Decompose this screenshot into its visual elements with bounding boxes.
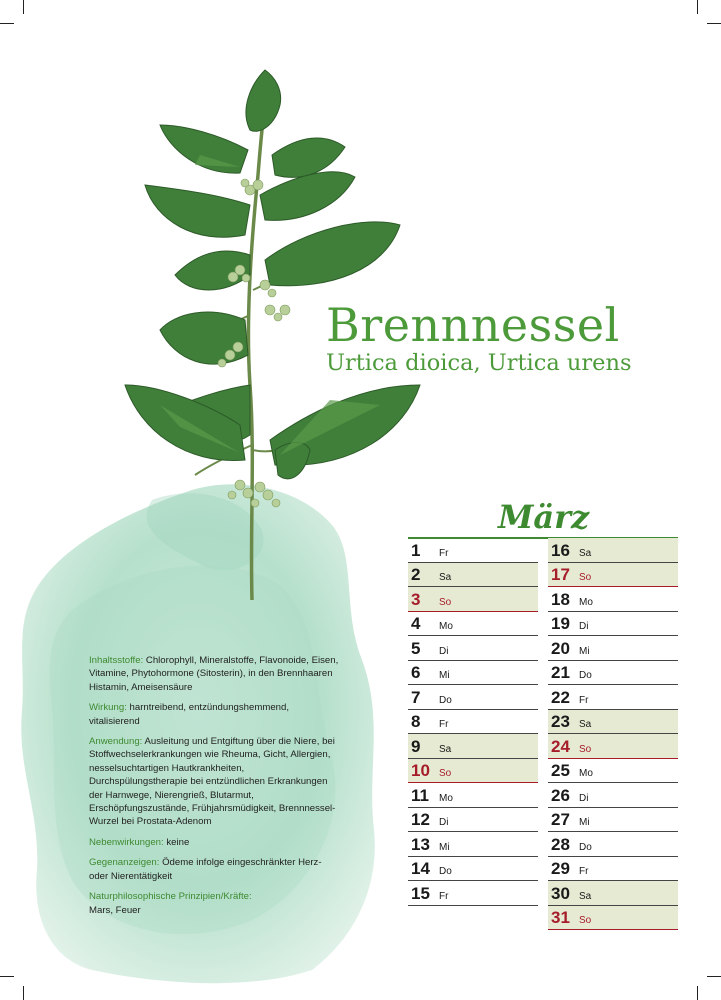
day-weekday: So — [579, 743, 592, 755]
day-number: 21 — [551, 663, 570, 682]
day-number: 23 — [551, 712, 570, 731]
info-label: Anwendung: — [89, 736, 143, 748]
info-label: Nebenwirkungen: — [89, 836, 164, 848]
calendar-day — [408, 563, 538, 588]
crop-mark-bottom-right-h — [707, 976, 721, 977]
calendar-day — [408, 734, 538, 759]
plant-info — [89, 654, 339, 924]
crop-mark-top-right-h — [707, 23, 721, 24]
calendar-day — [548, 636, 678, 661]
day-weekday: Mi — [439, 670, 450, 681]
day-weekday: Di — [439, 817, 449, 828]
day-weekday: Sa — [579, 719, 592, 730]
calendar-day — [408, 881, 538, 906]
calendar-day — [408, 587, 538, 612]
calendar-day — [408, 636, 538, 661]
calendar-day — [548, 832, 678, 857]
day-weekday: Sa — [439, 572, 452, 583]
day-number: 20 — [551, 638, 570, 658]
day-number: 24 — [551, 736, 570, 756]
day-number: 3 — [411, 589, 421, 609]
calendar-day — [408, 710, 538, 735]
day-number: 14 — [411, 859, 430, 878]
day-weekday: Di — [439, 645, 449, 657]
day-weekday: So — [579, 915, 592, 926]
day-weekday: Do — [579, 670, 592, 681]
calendar-day — [548, 612, 678, 637]
info-label: Inhaltsstoffe: — [89, 655, 144, 666]
day-weekday: So — [579, 572, 592, 583]
info-text: Ödeme infolge eingeschränkter Herz- oder Nierentätigkeit — [89, 857, 322, 882]
day-weekday: Fr — [439, 719, 449, 730]
plant-title: Brennnessel — [326, 298, 620, 352]
day-weekday: Di — [579, 621, 589, 632]
day-number: 26 — [551, 785, 570, 805]
day-weekday: Mi — [579, 645, 590, 657]
calendar-day — [548, 685, 678, 710]
plant-latin-name: Urtica dioica, Urtica urens — [326, 350, 632, 376]
calendar-day — [408, 538, 538, 563]
calendar-day — [548, 808, 678, 833]
day-number: 6 — [411, 663, 421, 682]
day-weekday: Mo — [579, 596, 593, 608]
day-number: 28 — [551, 834, 570, 854]
info-text: keine — [166, 836, 190, 848]
calendar-day — [548, 661, 678, 686]
day-number: 12 — [411, 810, 430, 829]
info-anwendung — [89, 735, 339, 829]
day-number: 27 — [551, 810, 570, 829]
day-weekday: Fr — [439, 890, 449, 902]
day-number: 1 — [411, 540, 421, 560]
calendar-day — [408, 685, 538, 710]
calendar-column-right — [548, 538, 678, 930]
day-number: 5 — [411, 638, 421, 658]
info-label: Naturphilosophische Prinzipien/Kräfte: — [89, 891, 252, 903]
day-number: 8 — [411, 712, 421, 731]
calendar-day — [408, 612, 538, 637]
calendar-day — [548, 734, 678, 759]
day-number: 25 — [551, 761, 570, 780]
day-number: 10 — [411, 761, 430, 780]
day-weekday: So — [439, 768, 452, 779]
calendar-day — [408, 857, 538, 882]
info-label: Wirkung: — [89, 702, 127, 714]
calendar-day — [548, 587, 678, 612]
calendar-day — [408, 783, 538, 808]
day-weekday: Mo — [439, 792, 453, 804]
day-number: 29 — [551, 859, 570, 878]
calendar-day — [548, 783, 678, 808]
day-weekday: Sa — [579, 547, 592, 559]
day-number: 2 — [411, 565, 421, 584]
day-weekday: Mo — [439, 621, 453, 632]
day-number: 30 — [551, 883, 570, 903]
info-gegenanzeigen — [89, 856, 339, 883]
info-prinzipien — [89, 890, 339, 917]
crop-mark-top-left-v — [23, 0, 24, 14]
info-text: Chlorophyll, Mineralstoffe, Flavonoide, Eisen, Vitamine, Phytohormone (Sitosterin), in den Brennhaaren Histamin, Ameisensäure — [89, 655, 339, 693]
crop-mark-bottom-right-v — [697, 986, 698, 1000]
calendar-day — [408, 759, 538, 784]
calendar-day — [408, 832, 538, 857]
calendar-day — [548, 857, 678, 882]
day-weekday: Fr — [579, 694, 589, 706]
day-weekday: Mo — [579, 768, 593, 779]
day-weekday: Fr — [439, 547, 449, 559]
day-weekday: Do — [439, 694, 452, 706]
day-weekday: Mi — [579, 817, 590, 828]
day-number: 17 — [551, 565, 570, 584]
day-number: 22 — [551, 687, 570, 707]
info-text: harntreibend, entzündungshemmend, vitalisierend — [89, 702, 290, 727]
info-text: Mars, Feuer — [89, 904, 141, 916]
day-weekday: Sa — [579, 890, 592, 902]
day-number: 11 — [411, 785, 429, 805]
month-title: März — [498, 498, 590, 536]
info-wirkung — [89, 701, 339, 728]
day-weekday: So — [439, 596, 452, 608]
calendar-day — [548, 538, 678, 563]
day-weekday: Do — [439, 866, 452, 877]
day-number: 7 — [411, 687, 421, 707]
day-number: 19 — [551, 614, 570, 633]
info-nebenwirkungen — [89, 836, 339, 849]
day-number: 13 — [411, 834, 430, 854]
day-number: 15 — [411, 883, 430, 903]
calendar-day — [548, 710, 678, 735]
day-weekday: Do — [579, 841, 592, 853]
day-number: 18 — [551, 589, 570, 609]
calendar-column-left — [408, 538, 538, 906]
info-inhaltsstoffe — [89, 654, 339, 694]
calendar-day — [548, 759, 678, 784]
calendar-day — [548, 563, 678, 588]
crop-mark-top-right-v — [697, 0, 698, 14]
day-number: 16 — [551, 540, 570, 560]
day-number: 31 — [551, 908, 570, 927]
info-label: Gegenanzeigen: — [89, 857, 160, 869]
calendar-day — [548, 906, 678, 931]
day-weekday: Mi — [439, 841, 450, 853]
day-weekday: Sa — [439, 743, 452, 755]
day-number: 4 — [411, 614, 421, 633]
calendar-day — [408, 661, 538, 686]
calendar-day — [408, 808, 538, 833]
calendar-day — [548, 881, 678, 906]
info-text: Ausleitung und Entgiftung über die Niere, bei Stoffwechselerkrankungen wie Rheuma, Gicht, Allergien, nesselsuchtartigen Hautkrankheiten, Durchspülungstherapie bei entzündlichen Erkrankungen der Harnwege, Nierengrieß, Blutarmut, Erschöpfungszustände, Frühjahrsmüdigkeit, Brennnessel-Wurzel bei Prostata-Adenom — [89, 736, 336, 828]
crop-mark-top-left-h — [0, 23, 14, 24]
day-number: 9 — [411, 736, 421, 756]
day-weekday: Fr — [579, 866, 589, 877]
day-weekday: Di — [579, 792, 589, 804]
